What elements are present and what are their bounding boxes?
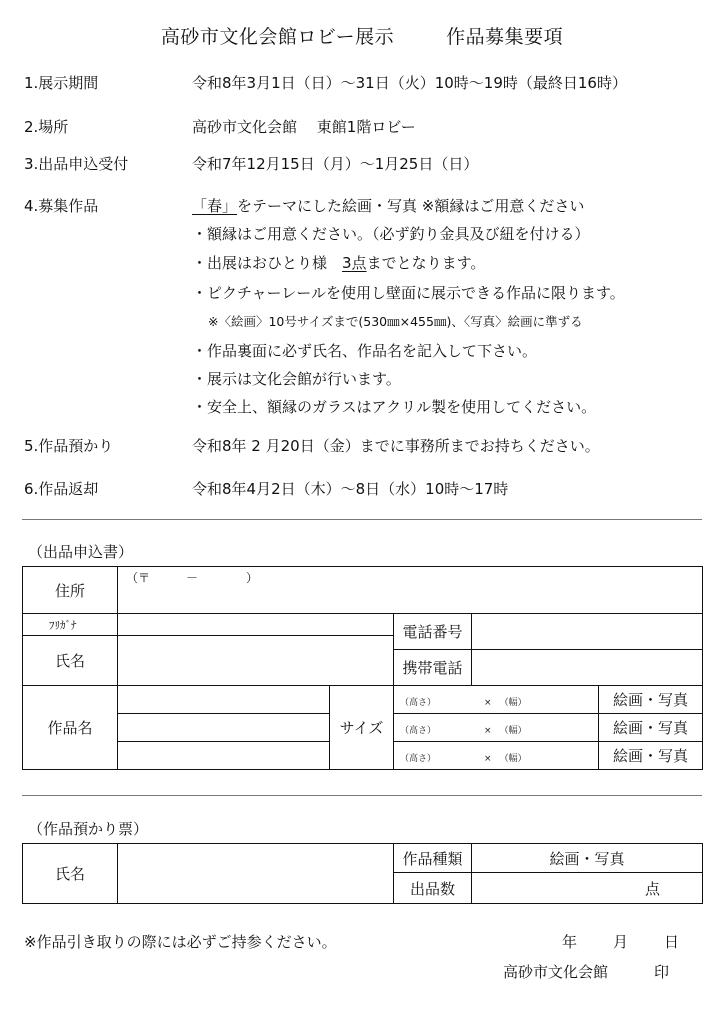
label-return: 6.作品返却	[24, 480, 99, 498]
label-deposit: 5.作品預かり	[24, 437, 114, 455]
times-sign: ×	[484, 697, 492, 708]
furigana-label: ﾌﾘｶﾞﾅ	[23, 614, 118, 636]
kind-value[interactable]: 絵画・写真	[472, 844, 703, 873]
work-title-field-1[interactable]	[118, 686, 330, 714]
work-title-field-2[interactable]	[118, 714, 330, 742]
type-option-3[interactable]: 絵画・写真	[599, 742, 703, 770]
work-title-label: 作品名	[23, 686, 118, 770]
size-note: ※〈絵画〉10号サイズまで(530㎜×455㎜)、〈写真〉絵画に準ずる	[208, 314, 583, 329]
type-option-2[interactable]: 絵画・写真	[599, 714, 703, 742]
value-return: 令和8年4月2日（木）～8日（水）10時～17時	[192, 480, 509, 498]
size-field-2[interactable]	[394, 714, 599, 742]
postal-code: （〒 － ）	[126, 571, 259, 585]
bullet-limit-post: までとなります。	[366, 254, 486, 272]
receipt-caption: （作品預かり票）	[28, 820, 149, 838]
bullet-back-label: ・作品裏面に必ず氏名、作品名を記入して下さい。	[192, 342, 538, 360]
works-description: をテーマにした絵画・写真 ※額縁はご用意ください	[237, 197, 585, 215]
date-day: 日	[664, 933, 680, 951]
count-unit: 点	[644, 879, 660, 898]
theme-spring: 「春」	[192, 197, 238, 215]
times-sign: ×	[484, 725, 492, 736]
title-sub: 作品募集要項	[446, 26, 564, 48]
bullet-acrylic: ・安全上、額縁のガラスはアクリル製を使用してください。	[192, 398, 597, 416]
phone-label: 電話番号	[394, 614, 472, 650]
width-label: （幅）	[499, 697, 527, 708]
bullet-display: ・展示は文化会館が行います。	[192, 370, 401, 388]
count-field[interactable]	[472, 873, 703, 904]
times-sign: ×	[484, 753, 492, 764]
value-deposit: 令和8年 2 月20日（金）までに事務所までお持ちください。	[192, 437, 600, 455]
title-main: 高砂市文化会館ロビー展示	[160, 26, 395, 48]
furigana-field[interactable]	[118, 614, 394, 636]
label-place: 2.場所	[24, 118, 69, 136]
name-label: 氏名	[23, 636, 118, 686]
date-month: 月	[613, 933, 629, 951]
kind-label: 作品種類	[394, 844, 472, 873]
footer-note: ※作品引き取りの際には必ずご持参ください。	[24, 933, 337, 951]
label-exhibition-period: 1.展示期間	[24, 74, 99, 92]
size-label: サイズ	[330, 686, 394, 770]
address-label: 住所	[23, 567, 118, 614]
organization: 高砂市文化会館	[503, 963, 609, 981]
bullet-frame: ・額縁はご用意ください。（必ず釣り金具及び紐を付ける）	[192, 225, 590, 243]
address-field[interactable]	[118, 567, 703, 614]
height-label: （高さ）	[400, 753, 437, 764]
date-year: 年	[562, 933, 578, 951]
bullet-limit	[192, 252, 485, 273]
height-label: （高さ）	[400, 725, 437, 736]
bullet-rail: ・ピクチャーレールを使用し壁面に展示できる作品に限ります。	[192, 284, 625, 302]
bullet-limit-pre: ・出展はおひとり様	[192, 254, 343, 272]
limit-count: 3点	[342, 254, 367, 272]
mobile-field[interactable]	[472, 650, 703, 686]
page-title	[0, 22, 724, 49]
application-form	[22, 566, 703, 770]
height-label: （高さ）	[400, 697, 437, 708]
size-field-3[interactable]	[394, 742, 599, 770]
value-place: 高砂市文化会館 東館1階ロビー	[192, 118, 416, 136]
label-application-period: 3.出品申込受付	[24, 155, 129, 173]
label-works: 4.募集作品	[24, 197, 99, 215]
seal: 印	[654, 963, 670, 981]
divider	[22, 519, 702, 520]
width-label: （幅）	[499, 753, 527, 764]
receipt-name-label: 氏名	[23, 844, 118, 904]
work-title-field-3[interactable]	[118, 742, 330, 770]
value-application-period: 令和7年12月15日（月）～1月25日（日）	[192, 155, 479, 173]
width-label: （幅）	[499, 725, 527, 736]
value-exhibition-period: 令和8年3月1日（日）～31日（火）10時～19時（最終日16時）	[192, 74, 627, 92]
size-field-1[interactable]	[394, 686, 599, 714]
count-label: 出品数	[394, 873, 472, 904]
application-caption: （出品申込書）	[28, 543, 134, 561]
value-works	[192, 195, 584, 216]
name-field[interactable]	[118, 636, 394, 686]
mobile-label: 携帯電話	[394, 650, 472, 686]
receipt-name-field[interactable]	[118, 844, 394, 904]
phone-field[interactable]	[472, 614, 703, 650]
receipt-form	[22, 843, 703, 904]
type-option-1[interactable]: 絵画・写真	[599, 686, 703, 714]
divider	[22, 795, 702, 796]
